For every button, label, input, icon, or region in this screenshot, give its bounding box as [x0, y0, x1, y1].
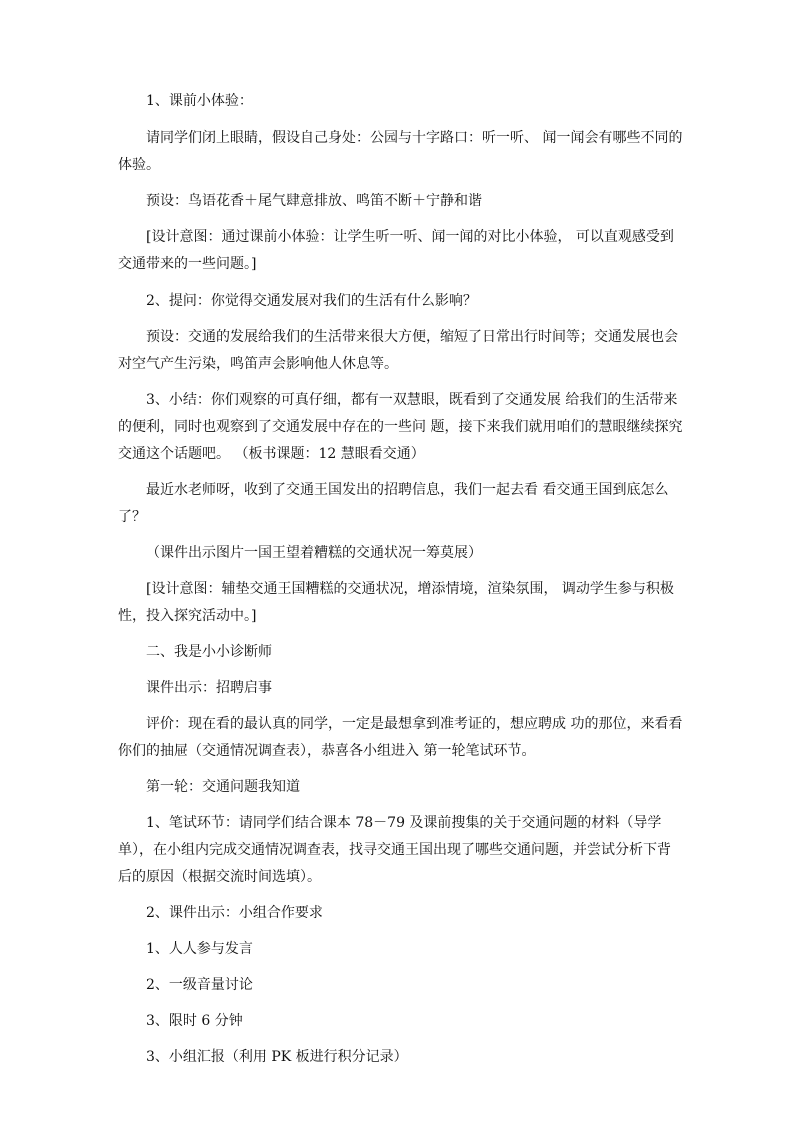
paragraph-3: 预设：鸟语花香＋尾气肆意排放、鸣笛不断＋宁静和谐	[146, 193, 482, 209]
section-heading: 二、我是小小诊断师	[146, 644, 272, 660]
paragraph-20: 3、小组汇报（利用 PK 板进行积分记录）	[146, 1049, 408, 1065]
paragraph-17: 1、人人参与发言	[146, 941, 253, 957]
paragraph-18: 2、一级音量讨论	[146, 977, 253, 993]
paragraph-1: 1、课前小体验：	[146, 93, 253, 109]
paragraph-9: （课件出示图片一国王望着糟糕的交通状况一筹莫展）	[146, 545, 482, 561]
document-page	[118, 88, 683, 1071]
paragraph-2: 请同学们闭上眼睛，假设自己身处：公园与十字路口：听一听、 闻一闻会有哪些不同的体验。	[118, 130, 683, 173]
paragraph-12: 课件出示：招聘启事	[146, 680, 272, 696]
paragraph-8: 最近水老师呀，收到了交通王国发出的招聘信息，我们一起去看 看交通王国到底怎么了？	[118, 482, 669, 525]
paragraph-6: 预设：交通的发展给我们的生活带来很大方便，缩短了日常出行时间等；交通发展也会对空气产生污染，鸣笛声会影响他人休息等。	[118, 329, 678, 372]
paragraph-14: 第一轮：交通问题我知道	[146, 779, 300, 795]
paragraph-7: 3、小结：你们观察的可真仔细，都有一双慧眼，既看到了交通发展 给我们的生活带来的便利，同时也观察到了交通发展中存在的一些问 题，接下来我们就用咱们的慧眼继续探究交通这个话题吧。 （板书课题：12 慧眼看交通）	[118, 392, 683, 462]
paragraph-4: [设计意图：通过课前小体验：让学生听一听、闻一闻的对比小体验， 可以直观感受到交通带来的一些问题。]	[118, 229, 674, 272]
paragraph-5: 2、提问：你觉得交通发展对我们的生活有什么影响？	[146, 293, 477, 309]
paragraph-13: 评价：现在看的最认真的同学，一定是最想拿到准考证的，想应聘成 功的那位，来看看你们的抽屉（交通情况调查表），恭喜各小组进入 第一轮笔试环节。	[118, 716, 683, 759]
paragraph-10: [设计意图：辅垫交通王国糟糕的交通状况，增添情境，渲染氛围， 调动学生参与积极性，投入探究活动中。]	[118, 581, 674, 624]
paragraph-15: 1、笔试环节：请同学们结合课本 78－79 及课前搜集的关于交通问题的材料（导学单），在小组内完成交通情况调查表，找寻交通王国出现了哪些交通问题，并尝试分析下背后的原因（根据交流时间选填）。	[118, 815, 671, 885]
paragraph-19: 3、限时 6 分钟	[146, 1013, 243, 1029]
paragraph-16: 2、课件出示：小组合作要求	[146, 905, 323, 921]
